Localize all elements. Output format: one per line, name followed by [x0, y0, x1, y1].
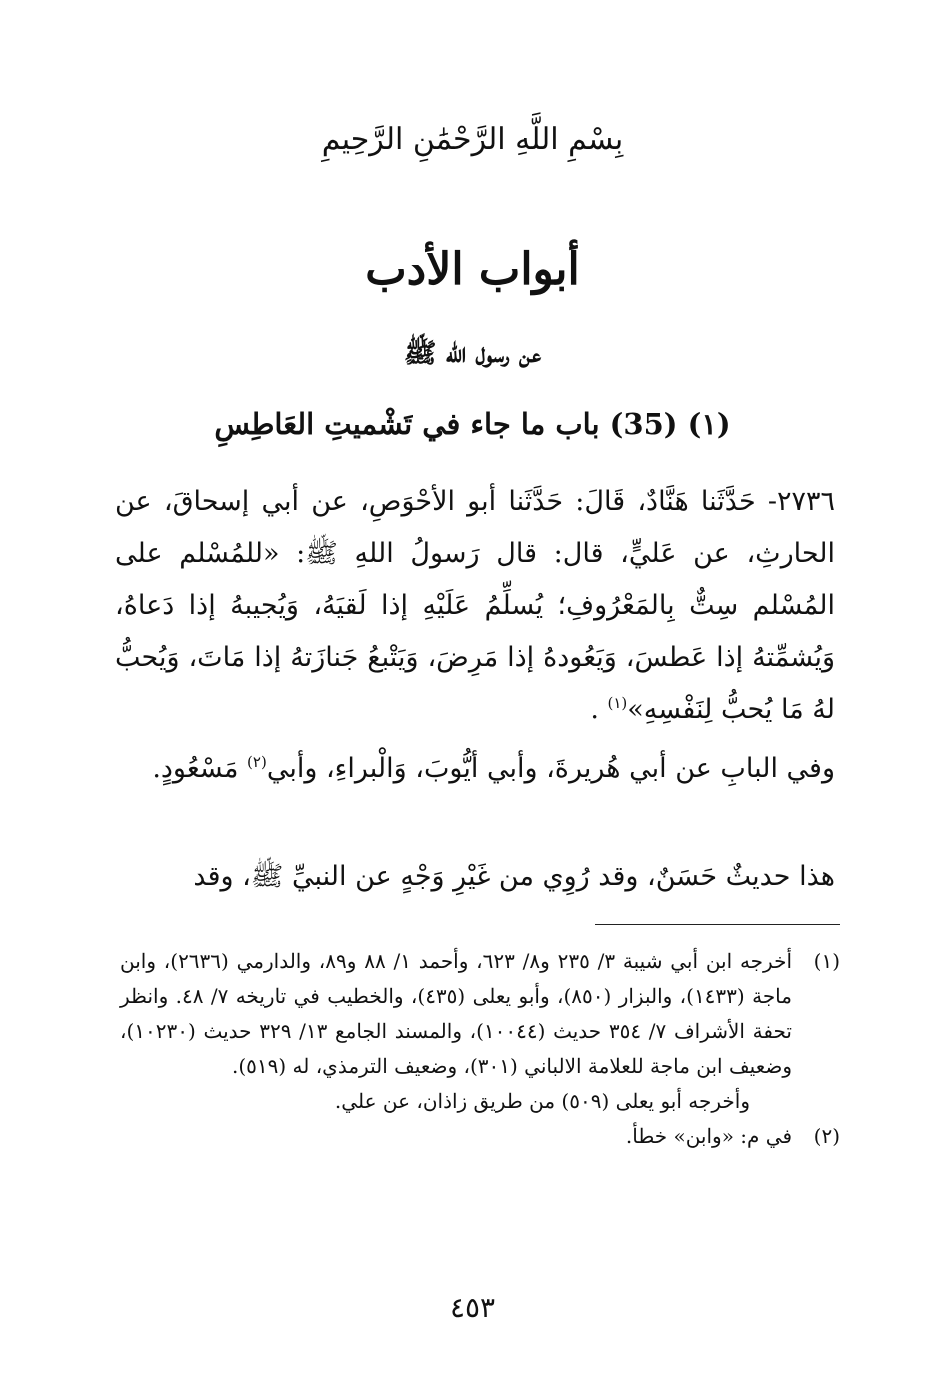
footnote-1-continuation	[120, 1084, 840, 1119]
footnote-marker-2: (٢)	[247, 753, 267, 771]
footnote-number: (١)	[813, 949, 840, 973]
hadith-body: ٢٧٣٦- حَدَّثَنا هَنَّادٌ، قَالَ: حَدَّثَنا أبو الأحْوَصِ، عن أبي إسحاقَ، عن الحارثِ، عن عَليٍّ، قال: قال رَسولُ اللهِ ﷺ: «للمُسْلم على المُسْلم سِتٌّ بِالمَعْرُوفِ؛ يُسلِّمُ عَلَيْهِ إذا لَقيَهُ، وَيُجيبهُ إذا دَعاهُ، وَيُشمِّتهُ إذا عَطسَ، وَيَعُودهُ إذا مَرِضَ، وَيَتْبعُ جَنازَتهُ إذا مَاتَ، وَيُحبُّ لهُ مَا يُحبُّ لِنَفْسِهِ»	[115, 486, 835, 725]
subtitle: عن رسول الله ﷺ	[403, 338, 542, 369]
footnotes	[120, 944, 840, 1154]
chapter-heading: (١) (35) باب ما جاء في تَشْميتِ العَاطِسِ	[214, 407, 731, 441]
hadith-text	[115, 476, 835, 736]
footnote-2	[120, 1119, 840, 1154]
book-title: أبواب الأدب	[365, 244, 580, 295]
footnote-text: في م: «وابن» خطأ.	[625, 1124, 792, 1148]
chapter-ref-text: وفي البابِ عن أبي هُريرةَ، وأبي أيُّوبَ، وَالْبراءِ، وأبي	[266, 753, 835, 784]
footnote-1	[120, 944, 840, 1084]
page-number: ٤٥٣	[449, 1291, 496, 1324]
footnote-marker-1: (١)	[607, 694, 628, 712]
footnote-divider	[595, 924, 840, 925]
hadith-grade: هذا حديثٌ حَسَنٌ، وقد رُوِي من غَيْرِ وَجْهٍ عن النبيِّ ﷺ، وقد	[193, 861, 835, 892]
footnote-number: (٢)	[813, 1124, 840, 1148]
chapter-reference	[115, 742, 835, 796]
hadith-end: .	[590, 694, 608, 725]
chapter-ref-continuation: مَسْعُودٍ.	[152, 753, 248, 784]
footnote-text: وأخرجه أبو يعلى (٥٠٩) من طريق زاذان، عن علي.	[334, 1089, 750, 1113]
basmala: بِسْمِ اللَّهِ الرَّحْمَٰنِ الرَّحِيمِ	[321, 122, 624, 157]
footnote-text: أخرجه ابن أبي شيبة ٣/ ٢٣٥ و٨/ ٦٢٣، وأحمد ١/ ٨٨ و٨٩، والدارمي (٢٦٣٦)، وابن ماجة (١٤٣٣)، والبزار (٨٥٠)، وأبو يعلى (٤٣٥)، والخطيب في تاريخه ٧/ ٤٨. وانظر تحفة الأشراف ٧/ ٣٥٤ حديث (١٠٠٤٤)، والمسند الجامع ١٣/ ٣٢٩ حديث (١٠٢٣٠)، وضعيف ابن ماجة للعلامة الالباني (٣٠١)، وضعيف الترمذي، له (٥١٩).	[120, 949, 792, 1078]
